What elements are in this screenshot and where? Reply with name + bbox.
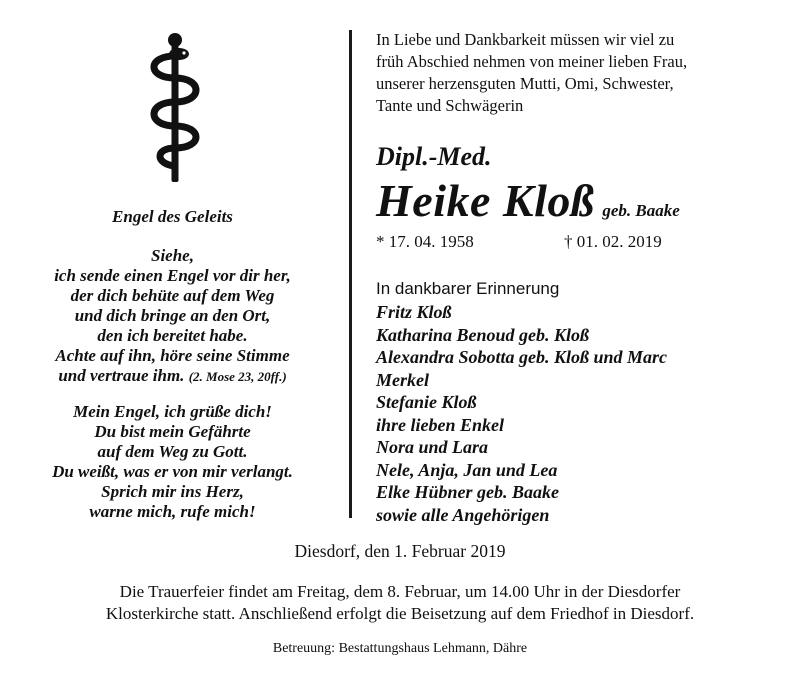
academic-title: Dipl.-Med.: [376, 142, 492, 171]
intro-line: Tante und Schwägerin: [376, 96, 524, 115]
poem-line: Du weißt, was er von mir verlangt.: [52, 462, 293, 481]
death-date: † 01. 02. 2019: [564, 232, 662, 251]
birth-date: * 17. 04. 1958: [376, 232, 474, 251]
mourner: sowie alle Angehörigen: [376, 504, 550, 525]
deceased-name: Heike Kloß: [376, 175, 595, 226]
place-and-date: Diesdorf, den 1. Februar 2019: [294, 541, 506, 561]
intro-line: früh Abschied nehmen von meiner lieben Frau,: [376, 52, 688, 71]
mourner: Nele, Anja, Jan und Lea: [376, 459, 558, 480]
poem-title: Engel des Geleits: [112, 207, 233, 226]
poem-line: und dich bringe an den Ort,: [74, 306, 271, 325]
mourner: Katharina Benoud geb. Kloß: [376, 324, 590, 345]
funeral-service-info: [0, 581, 800, 625]
rod-of-asclepius-icon: [135, 30, 215, 190]
intro-text: [376, 29, 786, 117]
column-divider: [349, 30, 352, 518]
funeral-home-credit: Betreuung: Bestattungshaus Lehmann, Dähre: [272, 641, 528, 656]
memory-label: In dankbarer Erinnerung: [376, 279, 560, 298]
left-column: [0, 0, 345, 530]
mourner: Elke Hübner geb. Baake: [376, 482, 559, 502]
service-line: Die Trauerfeier findet am Freitag, dem 8. Februar, um 14.00 Uhr in der Diesdorfer: [119, 582, 681, 601]
life-dates: [376, 232, 662, 252]
poem-line: Achte auf ihn, höre seine Stimme: [55, 346, 290, 365]
mourner: Stefanie Kloß: [376, 392, 477, 412]
service-line: Klosterkirche statt. Anschließend erfolgt die Beisetzung auf dem Friedhof in Diesdorf.: [105, 604, 695, 623]
poem-line: Siehe,: [151, 246, 194, 265]
poem-line: auf dem Weg zu Gott.: [97, 442, 248, 461]
poem-line: Du bist mein Gefährte: [94, 422, 251, 441]
poem-stanza-1: [0, 246, 345, 387]
poem-line: warne mich, rufe mich!: [89, 502, 256, 521]
mourner: Fritz Kloß: [376, 302, 452, 322]
poem-line: Mein Engel, ich grüße dich!: [73, 402, 272, 421]
mourner: Merkel: [376, 369, 429, 390]
mourners-list: [376, 301, 786, 526]
intro-line: In Liebe und Dankbarkeit müssen wir viel zu: [376, 30, 675, 49]
poem-line: ich sende einen Engel vor dir her,: [54, 266, 291, 285]
intro-line: unserer herzensguten Mutti, Omi, Schwester,: [376, 74, 674, 93]
mourner: Alexandra Sobotta geb. Kloß und Marc: [376, 347, 668, 367]
mourner: ihre lieben Enkel: [376, 414, 505, 435]
maiden-name: geb. Baake: [602, 201, 680, 220]
poem-line: Sprich mir ins Herz,: [101, 482, 244, 501]
poem-line: der dich behüte auf dem Weg: [70, 286, 275, 305]
poem-line-text: und vertraue ihm.: [58, 366, 185, 385]
deceased-name-row: [376, 174, 680, 227]
poem-line: den ich bereitet habe.: [97, 326, 248, 345]
poem-line: [0, 366, 345, 387]
poem-stanza-2: [0, 402, 345, 522]
bible-reference: (2. Mose 23, 20ff.): [188, 369, 287, 384]
mourner: Nora und Lara: [376, 437, 489, 457]
